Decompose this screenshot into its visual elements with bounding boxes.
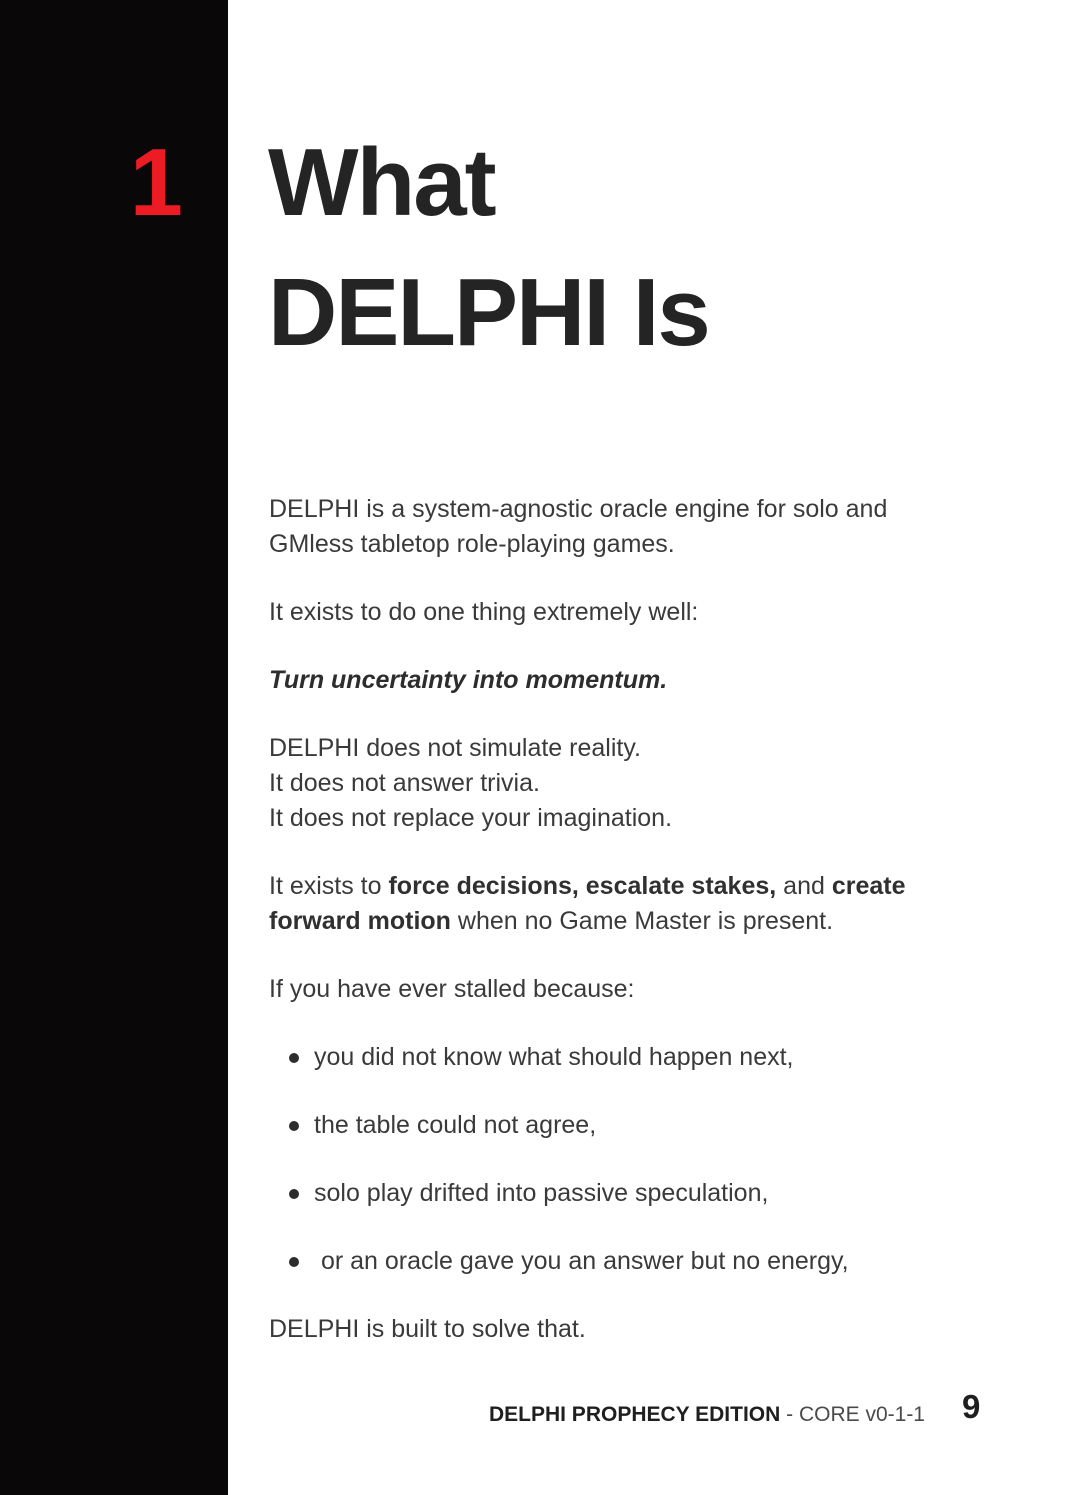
- list-item-text: the table could not agree,: [314, 1111, 597, 1139]
- paragraph-intro-line-1: DELPHI is a system-agnostic oracle engine for solo and: [269, 495, 888, 523]
- list-item: [269, 1244, 979, 1279]
- bullet-icon: [289, 1121, 299, 1131]
- list-item: [269, 1108, 979, 1143]
- chapter-title: [268, 118, 709, 378]
- paragraph-negations-line-3: It does not replace your imagination.: [269, 804, 673, 832]
- paragraph-motto: [269, 663, 979, 698]
- text-segment-bold: force decisions, escalate stakes,: [388, 872, 777, 900]
- paragraph-negations: [269, 731, 979, 836]
- paragraph-intro: [269, 492, 979, 562]
- list-item-text: you did not know what should happen next,: [314, 1043, 794, 1071]
- list-item-text: solo play drifted into passive speculation,: [314, 1179, 769, 1207]
- paragraph-mission: [269, 869, 979, 939]
- paragraph-motto-line: Turn uncertainty into momentum.: [269, 666, 668, 694]
- chapter-title-line-2: DELPHI Is: [268, 259, 709, 366]
- text-segment: It exists to: [269, 872, 389, 900]
- list-item: [269, 1040, 979, 1075]
- page-number: 9: [962, 1388, 981, 1425]
- paragraph-conclusion: [269, 1312, 979, 1347]
- paragraph-conclusion-line: DELPHI is built to solve that.: [269, 1315, 586, 1343]
- body-text: [269, 492, 979, 1347]
- footer-edition-bold: DELPHI PROPHECY EDITION: [488, 1403, 781, 1426]
- list-item: [269, 1176, 979, 1211]
- text-segment: when no Game Master is present.: [450, 907, 834, 935]
- list-item-text: or an oracle gave you an answer but no energy,: [314, 1247, 849, 1275]
- bullet-icon: [289, 1189, 299, 1199]
- paragraph-intro-line-2: GMless tabletop role-playing games.: [269, 530, 675, 558]
- text-segment-bold: forward motion: [269, 907, 451, 935]
- chapter-title-line-1: What: [268, 129, 495, 236]
- bullet-icon: [289, 1053, 299, 1063]
- footer-edition-text: [489, 1402, 925, 1428]
- footer-edition-rest: - CORE v0-1-1: [780, 1403, 925, 1426]
- bullet-icon: [289, 1257, 299, 1267]
- paragraph-mission-line-2: [269, 904, 979, 939]
- paragraph-purpose-line: It exists to do one thing extremely well:: [269, 598, 699, 626]
- paragraph-negations-line-1: DELPHI does not simulate reality.: [269, 734, 641, 762]
- paragraph-purpose: [269, 595, 979, 630]
- paragraph-stalled: [269, 972, 979, 1007]
- text-segment-bold: create: [831, 872, 906, 900]
- paragraph-mission-line-1: [269, 869, 979, 904]
- text-segment: and: [776, 872, 832, 900]
- paragraph-negations-line-2: It does not answer trivia.: [269, 769, 540, 797]
- chapter-number: 1: [129, 129, 183, 236]
- paragraph-stalled-line: If you have ever stalled because:: [269, 975, 635, 1003]
